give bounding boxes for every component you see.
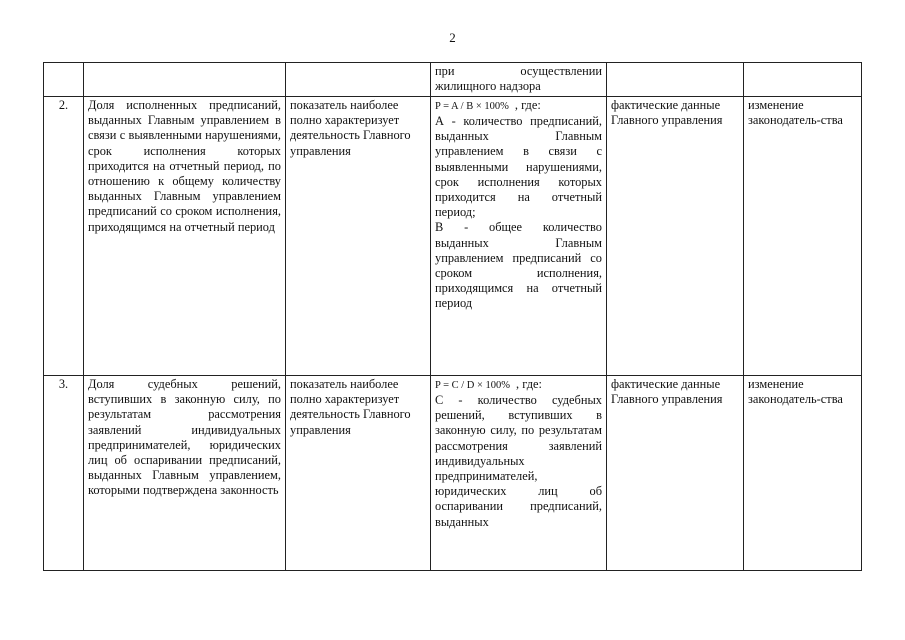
- cell-change-reason: изменение законодатель-ства: [744, 97, 862, 376]
- cell-calculation-method: при осуществлении жилищного надзора: [431, 63, 607, 97]
- cell-number: 2.: [44, 97, 84, 376]
- formula-expression: P = C / D × 100%: [435, 380, 511, 391]
- cell-indicator-name: [84, 63, 286, 97]
- formula-suffix: , где:: [516, 377, 542, 391]
- cell-number: 3.: [44, 376, 84, 571]
- table-row: [44, 376, 862, 571]
- page-number: 2: [449, 30, 456, 45]
- table-row-continuation: [44, 63, 862, 97]
- indicators-table: [43, 62, 862, 571]
- cell-calculation-method: [431, 97, 607, 376]
- cell-reason: показатель наиболее полно характеризует деятельность Главного управления: [286, 376, 431, 571]
- formula: [435, 98, 602, 114]
- formula-suffix: , где:: [514, 98, 541, 112]
- cell-indicator-name: Доля судебных решений, вступивших в законную силу, по результатам рассмотрения заявлений индивидуальных предпринимателей, юридических лиц об оспаривании предписаний, выданных Главным управлением, которыми подтверждена законность: [84, 376, 286, 571]
- cell-reason: показатель наиболее полно характеризует деятельность Главного управления: [286, 97, 431, 376]
- method-definition-c: С - количество судебных решений, вступивших в законную силу, по результатам рассмотрения заявлений индивидуальных предпринимателей, юридических лиц об оспаривании предписаний, выданных: [435, 393, 602, 529]
- method-definition-a: А - количество предписаний, выданных Главным управлением в связи с выявленными нарушениями, срок исполнения которых приходится на отчетный период;: [435, 114, 602, 220]
- table-row: [44, 97, 862, 376]
- cell-data-source: фактические данные Главного управления: [607, 97, 744, 376]
- formula: [435, 377, 602, 393]
- cell-indicator-name: Доля исполненных предписаний, выданных Главным управлением в связи с выявленными нарушениями, срок исполнения которых приходится на отчетный период, по отношению к общему количеству выданных Главным управлением предписаний со сроком исполнения, приходящимся на отчетный период: [84, 97, 286, 376]
- cell-change-reason: изменение законодатель-ства: [744, 376, 862, 571]
- formula-expression: P = A / B × 100%: [435, 101, 509, 112]
- cell-number: [44, 63, 84, 97]
- method-definition-b: В - общее количество выданных Главным управлением предписаний со сроком исполнения, приходящимся на отчетный период: [435, 220, 602, 311]
- cell-data-source: [607, 63, 744, 97]
- cell-calculation-method: [431, 376, 607, 571]
- cell-data-source: фактические данные Главного управления: [607, 376, 744, 571]
- cell-change-reason: [744, 63, 862, 97]
- cell-reason: [286, 63, 431, 97]
